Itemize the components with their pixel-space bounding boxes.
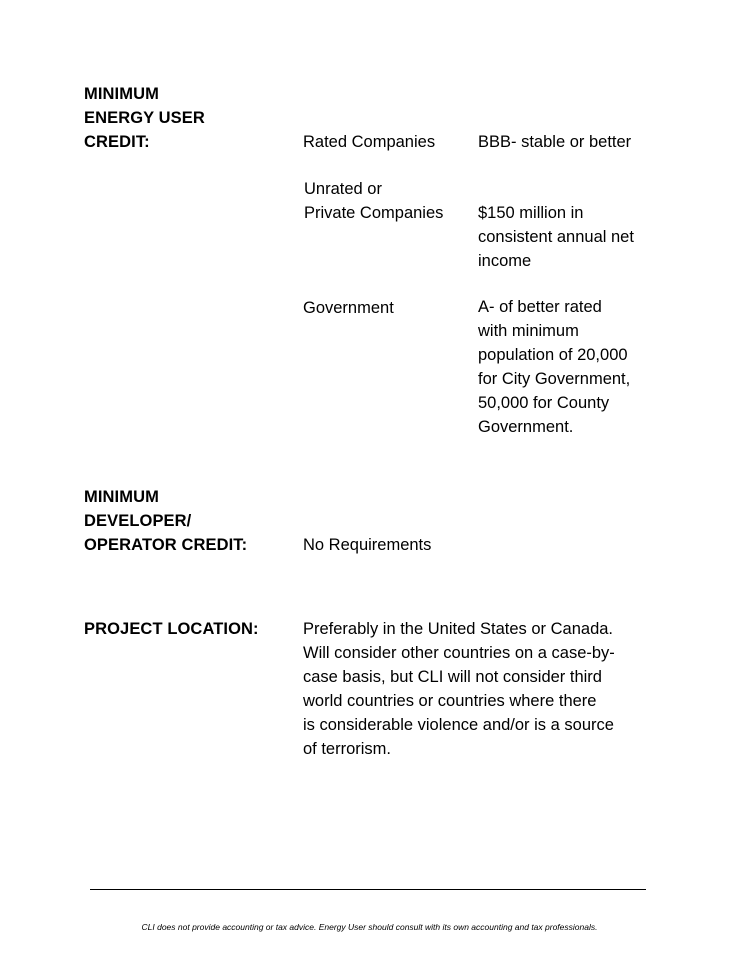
developer-credit-heading: MINIMUM DEVELOPER/ OPERATOR CREDIT: xyxy=(84,488,248,554)
footer-disclaimer: CLI does not provide accounting or tax advice. Energy User should consult with its own accounting and tax professionals. xyxy=(141,922,598,932)
government-requirement: A- of better rated with minimum population of 20,000 for City Government, 50,000 for County Government. xyxy=(478,298,631,436)
rated-companies-requirement: BBB- stable or better xyxy=(478,133,632,151)
project-location-heading: PROJECT LOCATION: xyxy=(84,620,259,638)
developer-credit-value: No Requirements xyxy=(303,536,432,554)
unrated-companies-label: Unrated or Private Companies xyxy=(304,180,444,222)
unrated-companies-requirement: $150 million in consistent annual net income xyxy=(478,204,634,270)
rated-companies-label: Rated Companies xyxy=(303,133,436,151)
project-location-value: Preferably in the United States or Canada. Will consider other countries on a case-by- case basis, but CLI will not consider third world countries or countries where there is considerable violence and/or is a source of terrorism. xyxy=(303,620,615,758)
footer-divider xyxy=(90,889,646,890)
energy-user-credit-heading: MINIMUM ENERGY USER CREDIT: xyxy=(84,85,205,151)
government-label: Government xyxy=(303,299,394,317)
